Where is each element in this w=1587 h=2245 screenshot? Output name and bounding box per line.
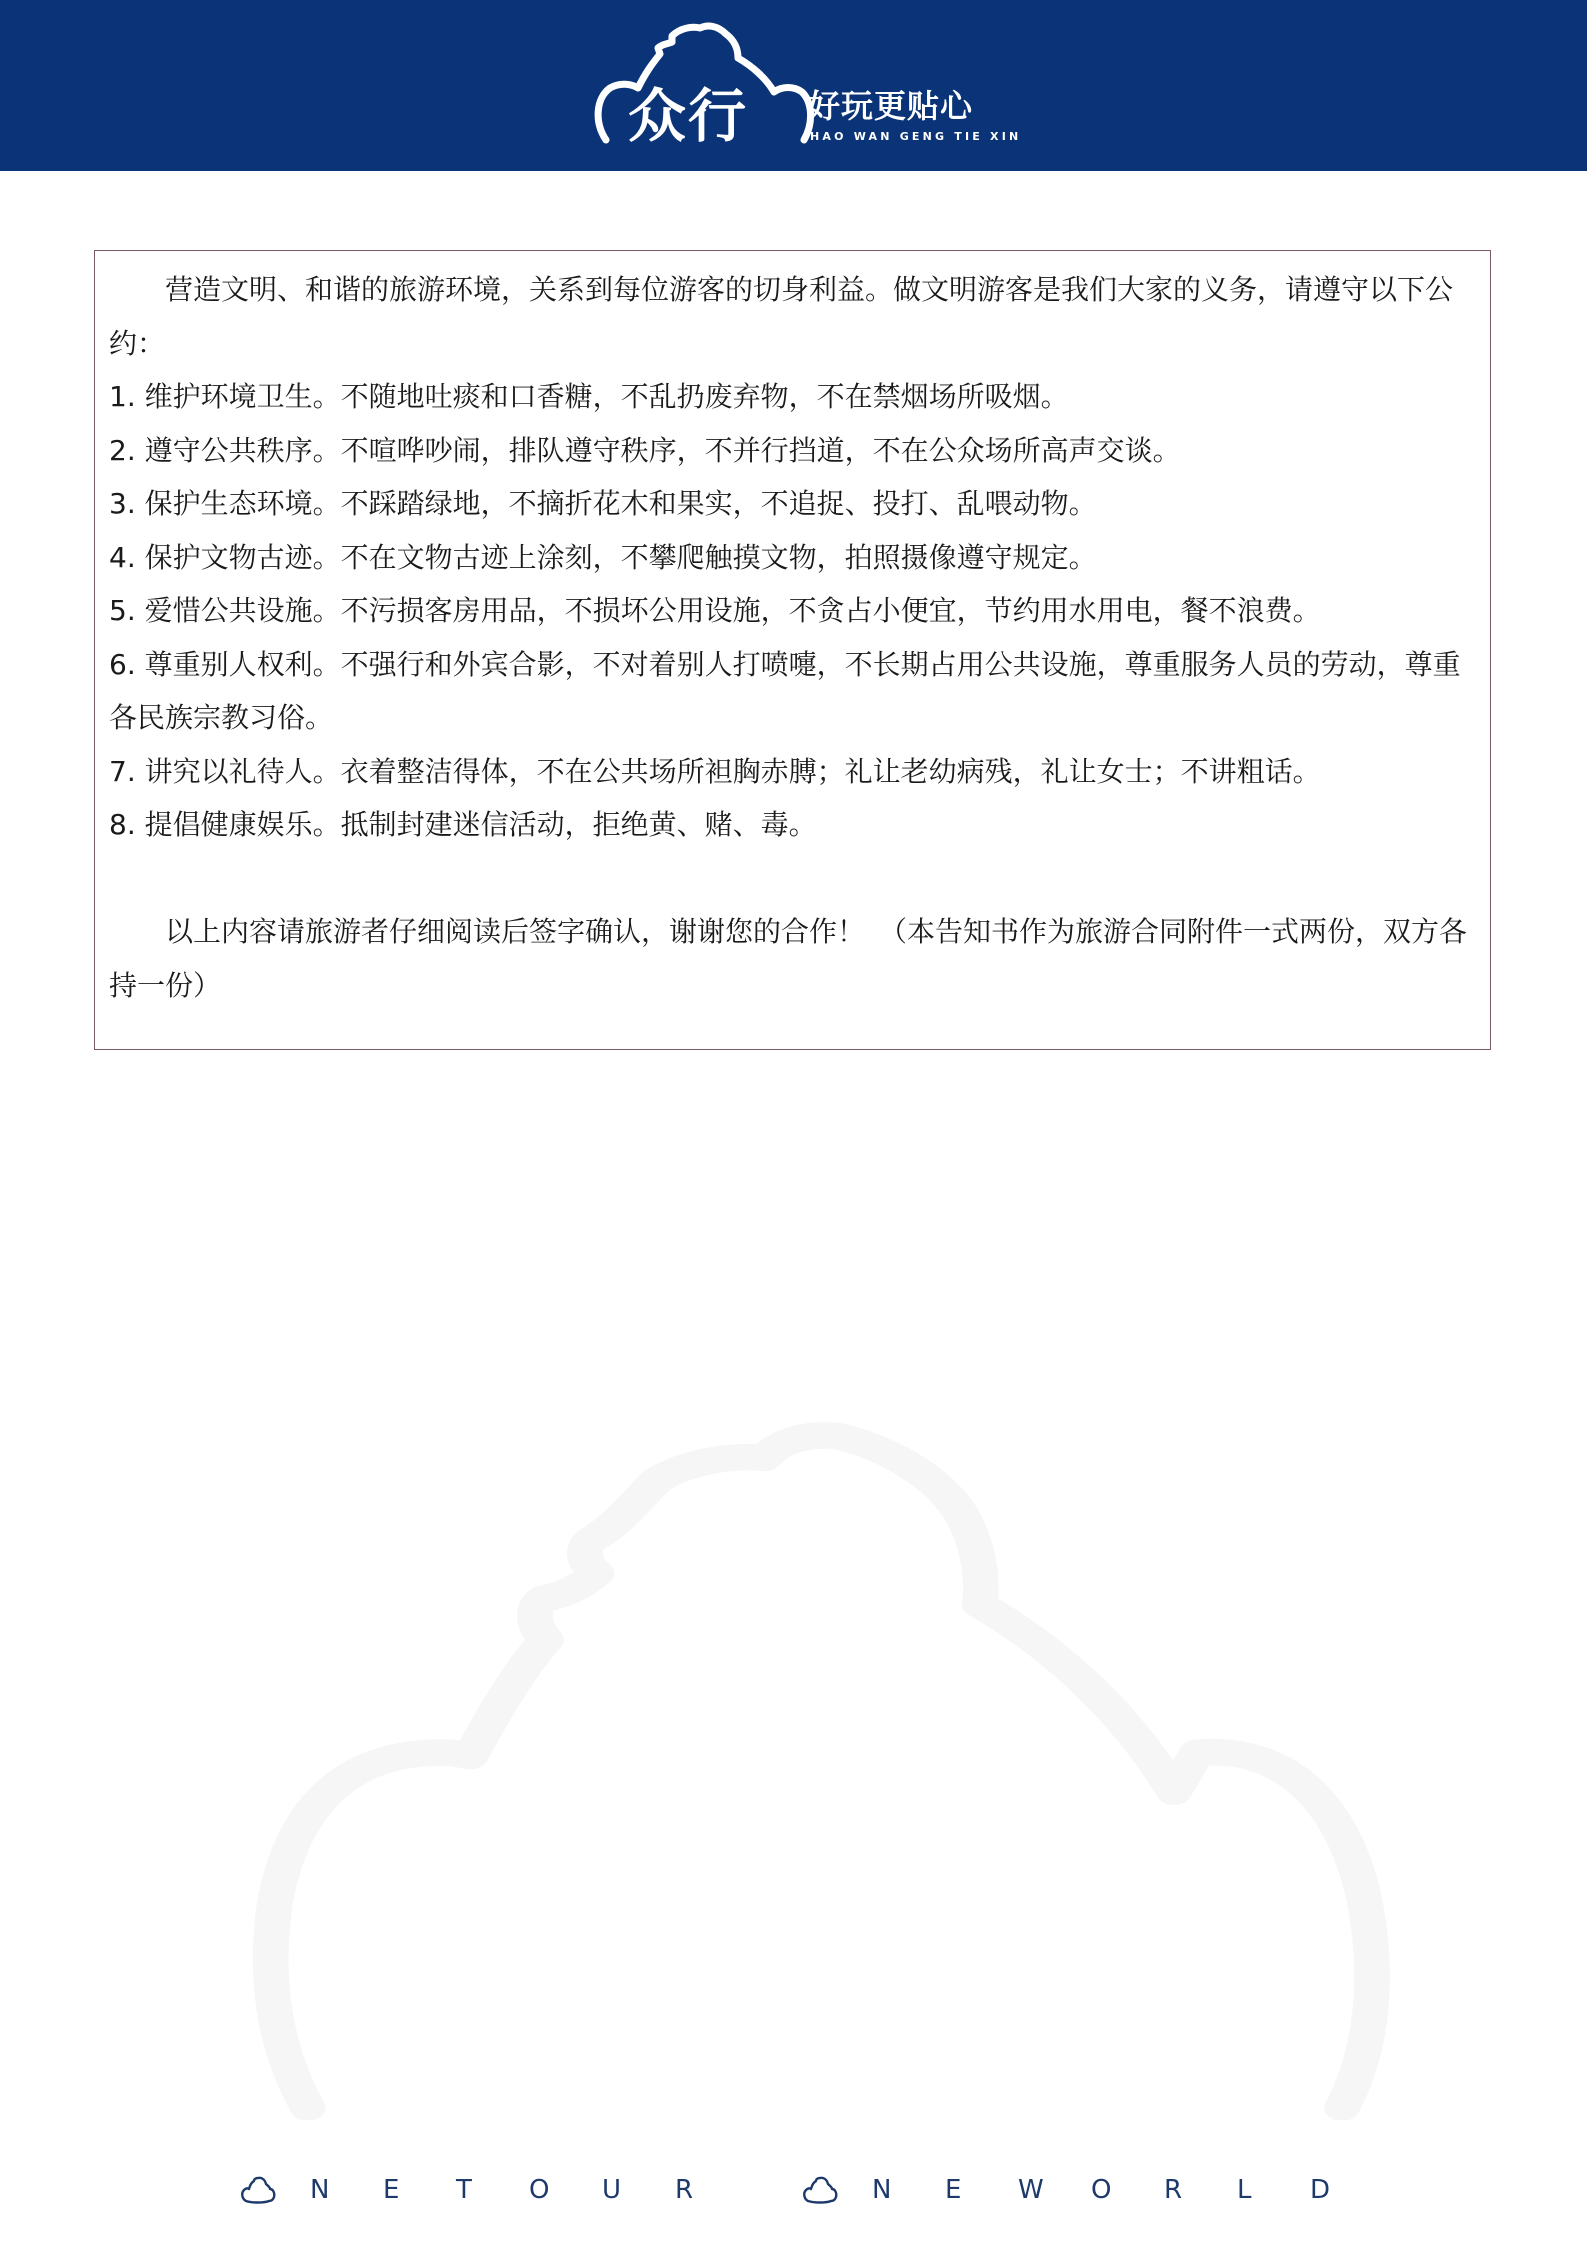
brand-name: 众行 (628, 82, 749, 150)
page-footer (0, 2170, 1587, 2210)
footer-letter: R (675, 2175, 694, 2205)
footer-letter: D (1310, 2175, 1331, 2205)
cloud-icon (240, 2175, 276, 2205)
rule-item-6: 6. 尊重别人权利。不强行和外宾合影，不对着别人打喷嚏，不长期占用公共设施，尊重服务人员的劳动，尊重各民族宗教习俗。 (109, 647, 1461, 734)
footer-letter: U (602, 2175, 622, 2205)
page-header (0, 0, 1587, 171)
notice-closing: 以上内容请旅游者仔细阅读后签字确认，谢谢您的合作！ （本告知书作为旅游合同附件一式两份，双方各持一份） (109, 915, 1468, 1002)
brand-slogan-pinyin: HAO WAN GENG TIE XIN (810, 130, 1022, 143)
rule-item-4: 4. 保护文物古迹。不在文物古迹上涂刻，不攀爬触摸文物，拍照摄像遵守规定。 (109, 540, 1097, 574)
footer-newworld (802, 2170, 1383, 2210)
footer-letter: W (1018, 2175, 1044, 2205)
footer-letter: E (945, 2175, 962, 2205)
brand-logo (588, 22, 1022, 152)
cloud-icon (802, 2175, 838, 2205)
rule-item-2: 2. 遵守公共秩序。不喧哗吵闹，排队遵守秩序，不并行挡道，不在公众场所高声交谈。 (109, 433, 1181, 467)
rule-item-3: 3. 保护生态环境。不踩踏绿地，不摘折花木和果实，不追捉、投打、乱喂动物。 (109, 487, 1097, 520)
cloud-watermark-icon (150, 1390, 1440, 2120)
tourist-notice-box (94, 250, 1491, 1050)
rule-item-8: 8. 提倡健康娱乐。抵制封建迷信活动，拒绝黄、赌、毒。 (109, 808, 817, 841)
rule-item-5: 5. 爱惜公共设施。不污损客房用品，不损坏公用设施，不贪占小便宜，节约用水用电，餐不浪费。 (109, 594, 1321, 627)
rule-item-1: 1. 维护环境卫生。不随地吐痰和口香糖，不乱扔废弃物，不在禁烟场所吸烟。 (109, 380, 1069, 413)
rule-item-7: 7. 讲究以礼待人。衣着整洁得体，不在公共场所袒胸赤膊；礼让老幼病残，礼让女士；不讲粗话。 (109, 754, 1321, 788)
footer-letter: R (1164, 2175, 1183, 2205)
footer-word-newworld (872, 2175, 1383, 2205)
footer-netour (240, 2170, 748, 2210)
footer-letter: E (383, 2175, 400, 2205)
footer-letter: O (1091, 2175, 1112, 2205)
footer-letter: L (1237, 2175, 1252, 2205)
notice-intro: 营造文明、和谐的旅游环境，关系到每位游客的切身利益。做文明游客是我们大家的义务，请遵守以下公约： (109, 273, 1454, 360)
brand-slogan: 好玩更贴心 (808, 87, 974, 125)
footer-letter: N (310, 2175, 330, 2205)
footer-letter: N (872, 2175, 892, 2205)
footer-word-netour (310, 2175, 748, 2205)
paragraph-spacer (109, 852, 1476, 906)
footer-letter: O (529, 2175, 550, 2205)
footer-letter: T (456, 2175, 472, 2205)
